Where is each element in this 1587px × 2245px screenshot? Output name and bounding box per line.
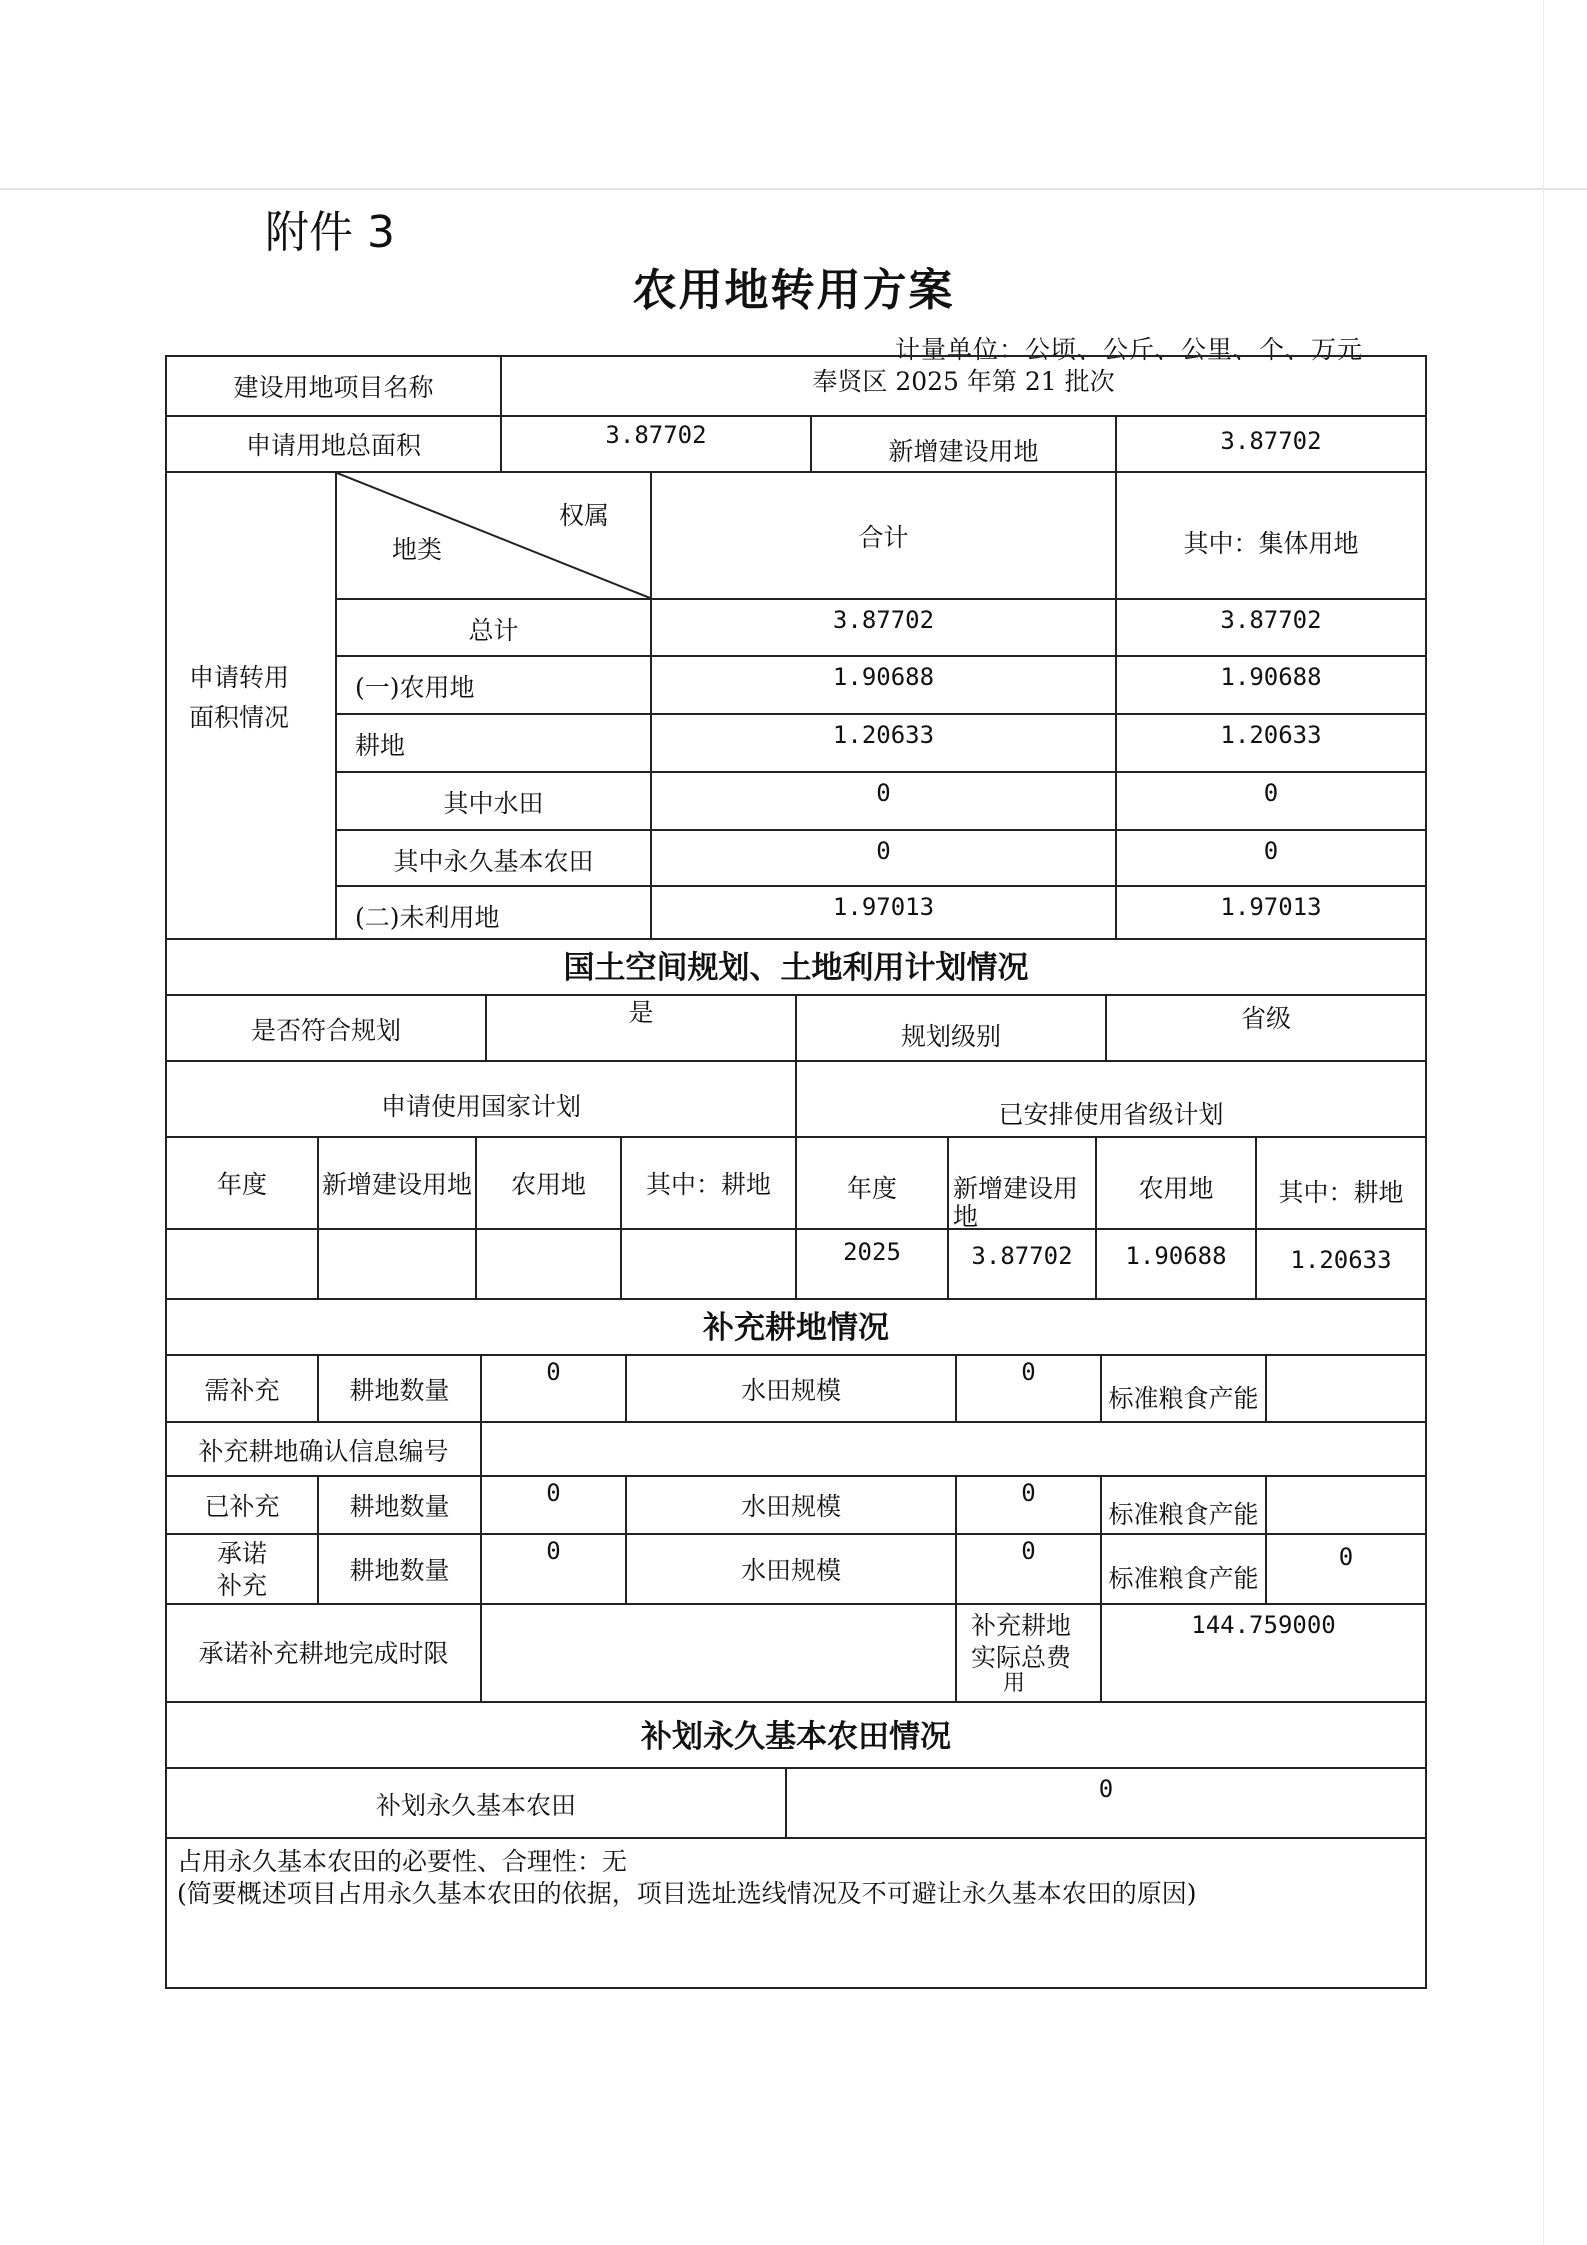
cost-label-line3: 用 bbox=[1003, 1671, 1026, 1696]
attachment-label: 附件 3 bbox=[265, 207, 395, 258]
conform-label: 是否符合规划 bbox=[250, 1016, 401, 1045]
done-paddy-label: 水田规模 bbox=[740, 1492, 841, 1521]
necessity-cell bbox=[167, 1839, 1425, 1985]
conversion-row-total-value: 1.20633 bbox=[832, 721, 935, 749]
need-grain-label-cell bbox=[1102, 1356, 1267, 1423]
conversion-row-collective-cell bbox=[1117, 887, 1425, 940]
project-name-label: 建设用地项目名称 bbox=[233, 373, 434, 402]
prov-agri-value bbox=[1097, 1230, 1257, 1300]
new-construction-value: 3.87702 bbox=[1220, 427, 1322, 455]
level-label: 规划级别 bbox=[900, 1022, 1001, 1051]
prov-year: 2025 bbox=[843, 1238, 901, 1266]
prov-newcon: 3.87702 bbox=[971, 1242, 1073, 1270]
promise-paddy-label: 水田规模 bbox=[740, 1556, 841, 1585]
conversion-row-total-cell bbox=[652, 887, 1117, 940]
promise-grain-label: 标准粮食产能 bbox=[1108, 1564, 1259, 1593]
permanent-section-title: 补划永久基本农田情况 bbox=[641, 1719, 951, 1755]
header-new-construction: 新增建设用地 bbox=[321, 1170, 472, 1199]
conversion-row-label: 总计 bbox=[468, 616, 519, 645]
header-cultivated: 其中：耕地 bbox=[645, 1170, 771, 1199]
deadline-value-cell bbox=[482, 1605, 957, 1703]
nat-cult-header bbox=[622, 1138, 797, 1230]
conversion-row-total-value: 0 bbox=[876, 837, 891, 865]
conform-value: 是 bbox=[628, 998, 654, 1027]
level-label-cell bbox=[797, 996, 1107, 1062]
need-paddy-label-cell bbox=[627, 1356, 957, 1423]
done-qty-label-cell bbox=[319, 1477, 482, 1535]
total-area-value: 3.87702 bbox=[605, 421, 707, 449]
header-year: 年度 bbox=[846, 1174, 897, 1203]
deadline-label: 承诺补充耕地完成时限 bbox=[198, 1639, 449, 1668]
level-value-cell bbox=[1107, 996, 1425, 1062]
nat-newcon-value bbox=[319, 1230, 477, 1300]
done-grain-value-cell bbox=[1267, 1477, 1425, 1535]
promise-qty-value: 0 bbox=[546, 1537, 561, 1565]
nat-cult-value bbox=[622, 1230, 797, 1300]
replenish-value-cell bbox=[787, 1769, 1425, 1839]
nat-agri-value bbox=[477, 1230, 622, 1300]
col-collective-cell bbox=[1117, 473, 1425, 600]
conversion-row-total-cell bbox=[652, 715, 1117, 773]
header-agricultural: 农用地 bbox=[1138, 1174, 1214, 1203]
total-area-value-cell bbox=[502, 417, 812, 473]
col-total-cell bbox=[652, 473, 1117, 600]
provincial-plan-label: 已安排使用省级计划 bbox=[998, 1100, 1224, 1129]
done-grain-label: 标准粮食产能 bbox=[1108, 1500, 1259, 1529]
project-name-value: 奉贤区 2025 年第 21 批次 bbox=[812, 367, 1115, 396]
national-plan-label-cell bbox=[167, 1062, 797, 1138]
conform-label-cell bbox=[167, 996, 487, 1062]
done-qty-value-cell bbox=[482, 1477, 627, 1535]
confirm-label-cell bbox=[167, 1423, 482, 1477]
done-label: 已补充 bbox=[204, 1492, 280, 1521]
need-label: 需补充 bbox=[204, 1376, 280, 1405]
done-paddy-label-cell bbox=[627, 1477, 957, 1535]
prov-year-value bbox=[797, 1230, 949, 1300]
level-value: 省级 bbox=[1240, 1004, 1291, 1033]
conversion-row-collective-value: 1.97013 bbox=[1220, 893, 1322, 921]
cost-label-cell bbox=[957, 1605, 1102, 1703]
planning-section-title: 国土空间规划、土地利用计划情况 bbox=[563, 950, 1029, 986]
planning-section-header bbox=[167, 940, 1425, 996]
promise-paddy-value: 0 bbox=[1021, 1537, 1036, 1565]
replenish-value: 0 bbox=[1098, 1775, 1114, 1803]
promise-grain-value-cell bbox=[1267, 1535, 1425, 1605]
permanent-section-header bbox=[167, 1703, 1425, 1769]
promise-label-line1: 承诺 bbox=[216, 1539, 267, 1568]
promise-qty-label-cell bbox=[319, 1535, 482, 1605]
header-cultivated: 其中：耕地 bbox=[1278, 1178, 1404, 1207]
conversion-row-label: 其中永久基本农田 bbox=[393, 847, 594, 876]
cost-label-line2: 实际总费 bbox=[971, 1643, 1072, 1672]
col-total: 合计 bbox=[858, 523, 909, 552]
conversion-row-collective-cell bbox=[1117, 657, 1425, 715]
promise-qty-label: 耕地数量 bbox=[349, 1556, 450, 1585]
conversion-row-total-cell bbox=[652, 600, 1117, 657]
total-area-label-cell bbox=[167, 417, 502, 473]
confirm-label: 补充耕地确认信息编号 bbox=[198, 1437, 449, 1466]
conform-value-cell bbox=[487, 996, 797, 1062]
promise-qty-value-cell bbox=[482, 1535, 627, 1605]
conversion-row-collective-value: 3.87702 bbox=[1220, 606, 1322, 634]
supplement-section-header bbox=[167, 1300, 1425, 1356]
conversion-row-collective-cell bbox=[1117, 600, 1425, 657]
conversion-label-line1: 申请转用 bbox=[189, 663, 290, 692]
nat-agri-header bbox=[477, 1138, 622, 1230]
need-grain-value-cell bbox=[1267, 1356, 1425, 1423]
done-paddy-value-cell bbox=[957, 1477, 1102, 1535]
prov-newcon-header bbox=[949, 1138, 1097, 1230]
need-qty-label: 耕地数量 bbox=[349, 1376, 450, 1405]
conversion-row-collective-value: 1.20633 bbox=[1220, 721, 1322, 749]
replenish-label: 补划永久基本农田 bbox=[375, 1791, 576, 1820]
promise-label-line2: 补充 bbox=[216, 1571, 267, 1600]
conversion-row-collective-cell bbox=[1117, 831, 1425, 887]
conversion-row-total-value: 1.90688 bbox=[832, 663, 935, 691]
done-qty-label: 耕地数量 bbox=[349, 1492, 450, 1521]
conversion-row-label-cell bbox=[337, 600, 652, 657]
conversion-row-label: (一)农用地 bbox=[355, 673, 475, 702]
replenish-label-cell bbox=[167, 1769, 787, 1839]
prov-agri-header bbox=[1097, 1138, 1257, 1230]
conversion-row-label: 耕地 bbox=[355, 731, 406, 760]
conversion-row-collective-value: 1.90688 bbox=[1220, 663, 1322, 691]
provincial-plan-label-cell bbox=[797, 1062, 1425, 1138]
conversion-row-total-cell bbox=[652, 773, 1117, 831]
new-construction-label-cell bbox=[812, 417, 1117, 473]
need-qty-label-cell bbox=[319, 1356, 482, 1423]
prov-year-header bbox=[797, 1138, 949, 1230]
project-name-label-cell bbox=[167, 357, 502, 417]
conversion-row-label-cell bbox=[337, 715, 652, 773]
new-construction-label: 新增建设用地 bbox=[888, 437, 1039, 466]
diagonal-divider bbox=[337, 473, 650, 598]
promise-grain-value: 0 bbox=[1338, 1543, 1354, 1571]
landtype-header: 地类 bbox=[392, 535, 443, 564]
conversion-row-label-cell bbox=[337, 773, 652, 831]
conversion-row-collective-value: 0 bbox=[1263, 837, 1279, 865]
conversion-label-line2: 面积情况 bbox=[189, 703, 290, 732]
header-new-construction-line1: 新增建设用 bbox=[953, 1174, 1079, 1203]
done-qty-value: 0 bbox=[546, 1479, 561, 1507]
conversion-row-total-value: 1.97013 bbox=[832, 893, 935, 921]
header-new-construction-line2: 地 bbox=[953, 1202, 979, 1231]
nat-year-header bbox=[167, 1138, 319, 1230]
conversion-row-label-cell bbox=[337, 657, 652, 715]
prov-agri: 1.90688 bbox=[1125, 1242, 1227, 1270]
cost-value: 144.759000 bbox=[1191, 1611, 1336, 1639]
promise-paddy-label-cell bbox=[627, 1535, 957, 1605]
col-collective: 其中：集体用地 bbox=[1183, 529, 1359, 558]
necessity-note: (简要概述项目占用永久基本农田的依据，项目选址选线情况及不可避让永久基本农田的原因) bbox=[177, 1879, 1197, 1908]
prov-cult-header bbox=[1257, 1138, 1425, 1230]
conversion-row-collective-cell bbox=[1117, 773, 1425, 831]
conversion-row-label-cell bbox=[337, 887, 652, 940]
conversion-row-total-cell bbox=[652, 831, 1117, 887]
total-area-label: 申请用地总面积 bbox=[245, 431, 421, 460]
prov-cult-value bbox=[1257, 1230, 1425, 1300]
promise-paddy-value-cell bbox=[957, 1535, 1102, 1605]
done-label-cell bbox=[167, 1477, 319, 1535]
project-name-value-cell bbox=[502, 357, 1425, 417]
need-paddy-value-cell bbox=[957, 1356, 1102, 1423]
done-grain-label-cell bbox=[1102, 1477, 1267, 1535]
need-qty-value: 0 bbox=[546, 1358, 561, 1386]
prov-cult: 1.20633 bbox=[1290, 1246, 1392, 1274]
confirm-value-cell bbox=[482, 1423, 1425, 1477]
need-paddy-label: 水田规模 bbox=[740, 1376, 841, 1405]
conversion-table bbox=[165, 355, 1427, 1989]
units-note: 计量单位：公顷、公斤、公里、个、万元 bbox=[894, 335, 1363, 364]
document-title: 农用地转用方案 bbox=[632, 265, 955, 316]
nat-newcon-header bbox=[319, 1138, 477, 1230]
conversion-row-collective-value: 0 bbox=[1263, 779, 1279, 807]
supplement-section-title: 补充耕地情况 bbox=[703, 1310, 889, 1346]
conversion-row-label: (二)未利用地 bbox=[355, 903, 500, 932]
header-year: 年度 bbox=[216, 1170, 267, 1199]
cost-value-cell bbox=[1102, 1605, 1425, 1703]
need-paddy-value: 0 bbox=[1021, 1358, 1036, 1386]
scan-edge bbox=[1543, 0, 1544, 2245]
new-construction-value-cell bbox=[1117, 417, 1425, 473]
owner-header: 权属 bbox=[559, 501, 610, 530]
promise-grain-label-cell bbox=[1102, 1535, 1267, 1605]
need-label-cell bbox=[167, 1356, 319, 1423]
conversion-row-total-value: 0 bbox=[876, 779, 891, 807]
cost-label-line1: 补充耕地 bbox=[971, 1611, 1072, 1640]
need-grain-label: 标准粮食产能 bbox=[1108, 1384, 1259, 1413]
national-plan-label: 申请使用国家计划 bbox=[380, 1092, 581, 1121]
necessity-label: 占用永久基本农田的必要性、合理性： bbox=[177, 1847, 603, 1876]
need-qty-value-cell bbox=[482, 1356, 627, 1423]
landtype-owner-header-cell bbox=[337, 473, 652, 600]
promise-label-cell bbox=[167, 1535, 319, 1605]
conversion-row-total-cell bbox=[652, 657, 1117, 715]
prov-newcon-value bbox=[949, 1230, 1097, 1300]
deadline-label-cell bbox=[167, 1605, 482, 1703]
conversion-row-label-cell bbox=[337, 831, 652, 887]
header-agricultural: 农用地 bbox=[510, 1170, 586, 1199]
conversion-row-total-value: 3.87702 bbox=[832, 606, 935, 634]
conversion-label-cell bbox=[167, 473, 337, 940]
necessity-value: 无 bbox=[602, 1847, 628, 1876]
conversion-row-collective-cell bbox=[1117, 715, 1425, 773]
scan-edge bbox=[0, 188, 1587, 190]
done-paddy-value: 0 bbox=[1021, 1479, 1036, 1507]
nat-year-value bbox=[167, 1230, 319, 1300]
conversion-row-label: 其中水田 bbox=[443, 789, 544, 818]
